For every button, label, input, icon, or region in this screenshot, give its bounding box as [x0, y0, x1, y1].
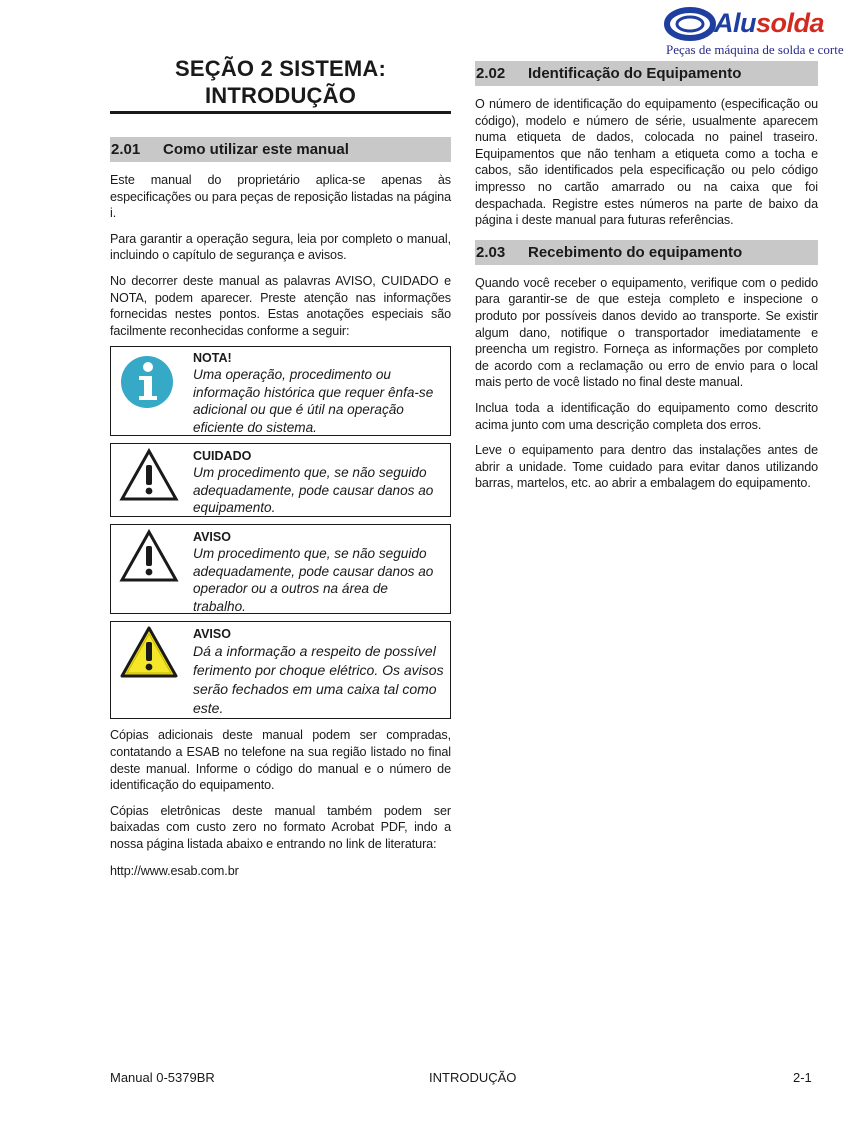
footer-manual-number: Manual 0-5379BR [110, 1070, 215, 1085]
company-logo [664, 4, 844, 57]
note-box [110, 346, 451, 436]
caution-box [110, 443, 451, 517]
heading-2-02 [475, 61, 818, 86]
paragraph: O número de identificação do equipamento (especificação ou código), modelo e número de série, usualmente aparecem numa etiqueta de dados, colocada no painel traseiro. Equipamentos que não tenham a etiqueta como a tocha e cabos, são identificados pela especificação ou pelo código impresso no cartão amarrado ou na caixa que foi despachada. Registre estes números na parte de baixo da página i deste manual para futuras referências. [475, 97, 818, 228]
electric-warning-text: Dá a informação a respeito de possível ferimento por choque elétrico. Os avisos serão fechados em uma caixa tal como este. [193, 643, 444, 717]
heading-title: Recebimento do equipamento [528, 243, 743, 261]
info-icon [119, 354, 175, 415]
heading-2-01 [110, 137, 451, 162]
electric-warning-box [110, 621, 451, 719]
section-title-line1: SEÇÃO 2 SISTEMA: [174, 56, 386, 81]
heading-number: 2.01 [111, 141, 141, 158]
left-column [110, 55, 451, 879]
paragraph: Cópias adicionais deste manual podem ser compradas, contatando a ESAB no telefone na sua região listado no final deste manual. Informe o código do manual e o número de identificação do equipamento. [110, 728, 451, 793]
logo-tagline: Peças de máquina de solda e corte [666, 42, 844, 57]
paragraph: Leve o equipamento para dentro das instalações antes de abrir a unidade. Tome cuidado para evitar danos utilizando barras, martelos, etc. ao abrir a embalagem do equipamento. [475, 443, 818, 491]
title-rule [110, 111, 451, 114]
heading-number: 2.02 [476, 65, 506, 82]
warning-text: Um procedimento que, se não seguido adequadamente, pode causar danos ao operador ou a outros na área de trabalho. [193, 546, 434, 614]
paragraph: Cópias eletrônicas deste manual também podem ser baixadas com custo zero no formato Acrobat PDF, indo a nossa página listada abaixo e entrando no link de literatura: [110, 803, 451, 851]
logo-swoosh-icon [664, 4, 720, 44]
warning-triangle-icon [119, 529, 179, 588]
warning-box [110, 524, 451, 614]
logo-wordmark [714, 8, 824, 39]
warning-title: AVISO [193, 530, 231, 545]
section-title [110, 55, 451, 109]
heading-2-03 [475, 240, 818, 265]
electric-shock-icon [119, 625, 179, 684]
electric-warning-title: AVISO [193, 627, 231, 642]
footer-section: INTRODUÇÃO [429, 1070, 517, 1085]
paragraph: Para garantir a operação segura, leia por completo o manual, incluindo o capítulo de segurança e avisos. [110, 231, 451, 263]
right-column [475, 61, 818, 492]
website-link[interactable]: http://www.esab.com.br [110, 863, 239, 878]
caution-title: CUIDADO [193, 449, 252, 464]
footer-page-number: 2-1 [793, 1070, 812, 1085]
caution-triangle-icon [119, 448, 179, 507]
caution-text: Um procedimento que, se não seguido adequadamente, pode causar danos ao equipamento. [193, 465, 434, 516]
paragraph: Inclua toda a identificação do equipamento como descrito acima junto com uma descrição completa dos erros. [475, 400, 818, 432]
paragraph: No decorrer deste manual as palavras AVISO, CUIDADO e NOTA, podem aparecer. Preste atenção nas informações fornecidas nestes pontos. Estas anotações especiais são facilmente reconhecidas conforme a seguir: [110, 273, 451, 338]
section-title-line2: INTRODUÇÃO [204, 83, 357, 108]
heading-title: Identificação do Equipamento [528, 65, 742, 82]
logo-brand-prefix: Alu [714, 8, 756, 38]
heading-number: 2.03 [476, 243, 506, 261]
paragraph: Quando você receber o equipamento, verifique com o pedido para garantir-se de que esteja completo e inspecione o produto por possíveis danos devido ao transporte. Se existir algum dano, notifique o transportador imediatamente e preencha um registro. Forneça as informações por completo de acordo com a reclamação ou erro de envio para o local mais perto de você listado no final deste manual. [475, 275, 818, 390]
heading-title: Como utilizar este manual [163, 141, 349, 158]
note-title: NOTA! [193, 351, 232, 366]
note-text: Uma operação, procedimento ou informação histórica que requer ênfa-se adicional ou que é útil na operação eficiente do sistema. [193, 367, 434, 435]
logo-brand-suffix: solda [756, 8, 825, 38]
paragraph: Este manual do proprietário aplica-se apenas às especificações ou para peças de reposição listadas na página i. [110, 173, 451, 221]
